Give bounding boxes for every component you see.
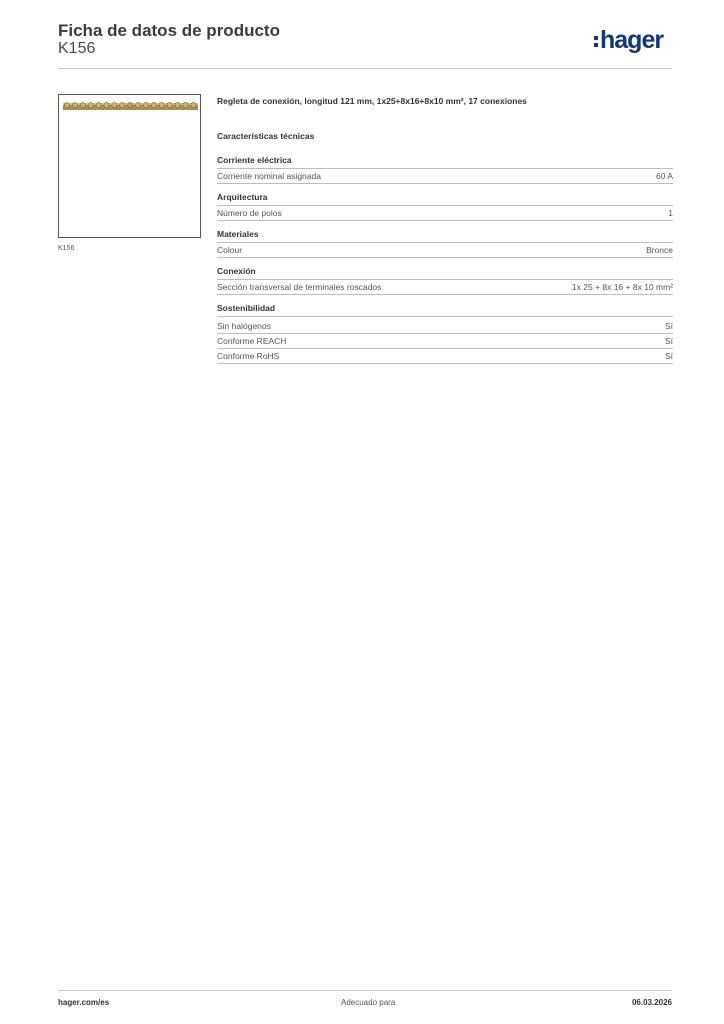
section-title: Arquitectura xyxy=(217,192,673,206)
screw-icon xyxy=(136,102,141,107)
section-architecture xyxy=(217,192,673,221)
screw-icon xyxy=(191,102,196,107)
product-description: Regleta de conexión, longitud 121 mm, 1x25+8x16+8x10 mm², 17 conexiones xyxy=(217,96,527,106)
spec-value: Sí xyxy=(664,351,673,361)
spec-row xyxy=(217,206,673,221)
spec-row xyxy=(217,349,673,364)
footer-website: hager.com/es xyxy=(58,998,110,1007)
spec-row xyxy=(217,319,673,334)
screw-icon xyxy=(96,102,101,107)
screw-icon xyxy=(167,102,172,107)
spec-label: Sección transversal de terminales roscados xyxy=(217,282,382,292)
section-electric xyxy=(217,155,673,184)
section-title: Conexión xyxy=(217,266,673,280)
product-image xyxy=(58,94,201,238)
spec-row xyxy=(217,169,673,184)
section-title: Materiales xyxy=(217,229,673,243)
product-code: K156 xyxy=(58,40,96,57)
spec-value: 1x 25 + 8x 16 + 8x 10 mm² xyxy=(571,282,673,292)
section-title: Sostenibilidad xyxy=(217,303,673,317)
section-sustainability xyxy=(217,303,673,364)
screw-icon xyxy=(175,102,180,107)
spec-value: 60 A xyxy=(655,171,673,181)
page-title: Ficha de datos de producto xyxy=(58,21,280,40)
spec-label: Corriente nominal asignada xyxy=(217,171,321,181)
screw-icon xyxy=(159,102,164,107)
section-materials xyxy=(217,229,673,258)
spec-value: Bronce xyxy=(646,245,673,255)
screw-icon xyxy=(80,102,85,107)
screw-icon xyxy=(112,102,117,107)
screw-icon xyxy=(183,102,188,107)
spec-row xyxy=(217,280,673,295)
logo-text: hager xyxy=(600,26,664,54)
spec-row xyxy=(217,243,673,258)
footer-date: 06.03.2026 xyxy=(631,998,672,1007)
tech-heading: Características técnicas xyxy=(217,131,315,141)
product-details xyxy=(217,96,673,372)
footer-divider xyxy=(58,990,672,991)
spec-label: Conforme REACH xyxy=(217,336,287,346)
footer-suitable: Adecuado para xyxy=(341,998,396,1007)
image-caption: K156 xyxy=(58,245,75,252)
screw-icon xyxy=(64,102,69,107)
hager-logo xyxy=(594,27,663,53)
terminal-bar-icon xyxy=(63,101,198,111)
screw-icon xyxy=(128,102,133,107)
screw-icon xyxy=(104,102,109,107)
spec-value: 1 xyxy=(668,208,673,218)
screw-icon xyxy=(72,102,77,107)
screw-icon xyxy=(88,102,93,107)
screw-icon xyxy=(120,102,125,107)
header-divider xyxy=(58,68,672,69)
spec-value: Sí xyxy=(664,336,673,346)
screw-icon xyxy=(151,102,156,107)
spec-label: Conforme RoHS xyxy=(217,351,280,361)
logo-dots-icon xyxy=(594,36,598,47)
section-title: Corriente eléctrica xyxy=(217,155,673,169)
screw-icon xyxy=(143,102,148,107)
spec-value: Sí xyxy=(664,321,673,331)
spec-label: Número de polos xyxy=(217,208,282,218)
spec-row xyxy=(217,334,673,349)
spec-label: Colour xyxy=(217,245,243,255)
section-connection xyxy=(217,266,673,295)
spec-label: Sin halógenos xyxy=(217,321,271,331)
